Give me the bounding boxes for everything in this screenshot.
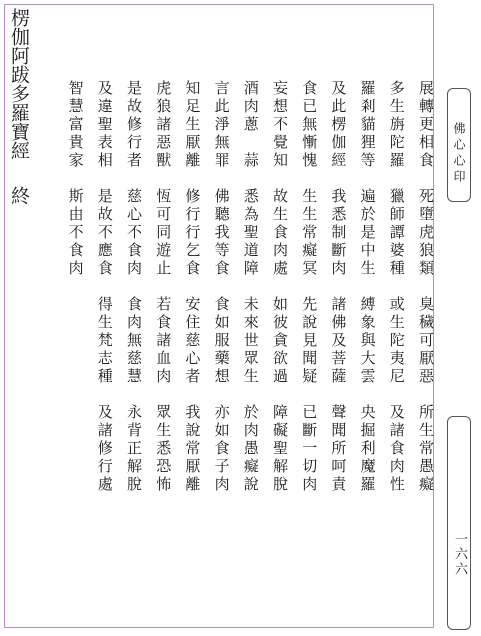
verse-column — [155, 80, 171, 494]
verse-phrase: 是故不應食 — [95, 188, 114, 278]
verse-phrase: 永背正解脫 — [125, 404, 143, 494]
verse-phrase: 如彼貪欲過 — [271, 296, 289, 386]
verse-phrase: 修行行乞食 — [183, 188, 202, 278]
verse-phrase: 食如服藥想 — [212, 296, 231, 386]
verse-phrase: 亦如食子肉 — [212, 404, 231, 494]
verse-phrase: 食已無慚愧 — [300, 80, 319, 170]
verse-phrase: 虎狼諸惡獸 — [154, 80, 173, 170]
verse-column — [389, 80, 405, 494]
verse-phrase: 先說見聞疑 — [300, 296, 319, 386]
sutra-title: 楞伽阿跋多羅寶經 — [8, 8, 30, 160]
verse-phrase: 所生常愚癡 — [417, 404, 435, 494]
verse-column — [243, 80, 259, 494]
verse-phrase: 聲聞所呵責 — [329, 404, 348, 494]
verse-phrase: 或生陀夷尼 — [387, 296, 406, 386]
verse-column — [184, 80, 200, 494]
verse-phrase: 食肉無慈慧 — [125, 296, 143, 386]
sutra-title-column — [9, 8, 29, 205]
verse-column — [97, 80, 113, 494]
verse-phrase: 死墮虎狼類 — [417, 188, 435, 278]
verse-column — [126, 80, 142, 494]
verse-phrase: 是故修行者 — [125, 80, 143, 170]
verse-phrase: 言此淨無罪 — [212, 80, 231, 170]
verse-column — [418, 80, 434, 494]
verse-phrase: 故生食肉處 — [271, 188, 289, 278]
verse-phrase: 縛象與大雲 — [358, 296, 377, 386]
verse-phrase: 已斷一切肉 — [300, 404, 319, 494]
verse-phrase: 妄想不覺知 — [271, 80, 289, 170]
section-tab-label: 佛心心印 — [452, 122, 466, 186]
verse-phrase: 羅剎貓狸等 — [358, 80, 377, 170]
verse-phrase: 障礙聖解脫 — [271, 404, 289, 494]
verse-phrase: 若食諸血肉 — [154, 296, 173, 386]
end-mark: 終 — [8, 186, 30, 205]
verse-phrase: 得生梵志種 — [95, 296, 114, 386]
verse-phrase: 及違聖表相 — [95, 80, 114, 170]
verse-phrase: 遍於是中生 — [358, 188, 377, 278]
verse-column — [214, 80, 230, 494]
verse-phrase: 眾生悉恐怖 — [154, 404, 173, 494]
verse-phrase: 慈心不食肉 — [125, 188, 143, 278]
page-number: 一六六 — [452, 531, 467, 577]
verse-phrase: 獵師譚婆種 — [387, 188, 406, 278]
verse-phrase: 展轉更相食 — [417, 80, 435, 170]
verse-phrase: 臭穢可厭惡 — [417, 296, 435, 386]
verse-phrase: 悉為聖道障 — [241, 188, 260, 278]
page-number-tab — [447, 416, 471, 630]
verse-column — [68, 80, 84, 314]
section-tab — [447, 88, 471, 202]
verse-phrase: 於肉愚癡說 — [241, 404, 260, 494]
verse-phrase: 智慧富貴家 — [66, 80, 85, 170]
verse-phrase: 安住慈心者 — [183, 296, 202, 386]
verse-column — [272, 80, 288, 494]
verse-phrase: 諸佛及菩薩 — [329, 296, 348, 386]
verse-column — [360, 80, 376, 494]
verse-phrase: 及諸修行處 — [95, 404, 114, 494]
verse-phrase: 央掘利魔羅 — [358, 404, 377, 494]
verse-phrase: 我說常厭離 — [183, 404, 202, 494]
verse-phrase: 我悉制斷肉 — [329, 188, 348, 278]
verse-column — [330, 80, 346, 494]
verse-phrase: 及諸食肉性 — [387, 404, 406, 494]
verse-phrase: 及此楞伽經 — [329, 80, 348, 170]
verse-phrase: 佛聽我等食 — [212, 188, 231, 278]
verse-phrase: 多生旃陀羅 — [387, 80, 406, 170]
verse-phrase: 酒肉蔥 蒜 — [241, 80, 260, 170]
verse-phrase: 生生常癡冥 — [300, 188, 319, 278]
verse-phrase: 恆可同遊止 — [154, 188, 173, 278]
verse-phrase: 斯由不食肉 — [66, 188, 85, 278]
verse-column — [301, 80, 317, 494]
verse-phrase: 知足生厭離 — [183, 80, 202, 170]
verse-phrase: 未來世眾生 — [241, 296, 260, 386]
